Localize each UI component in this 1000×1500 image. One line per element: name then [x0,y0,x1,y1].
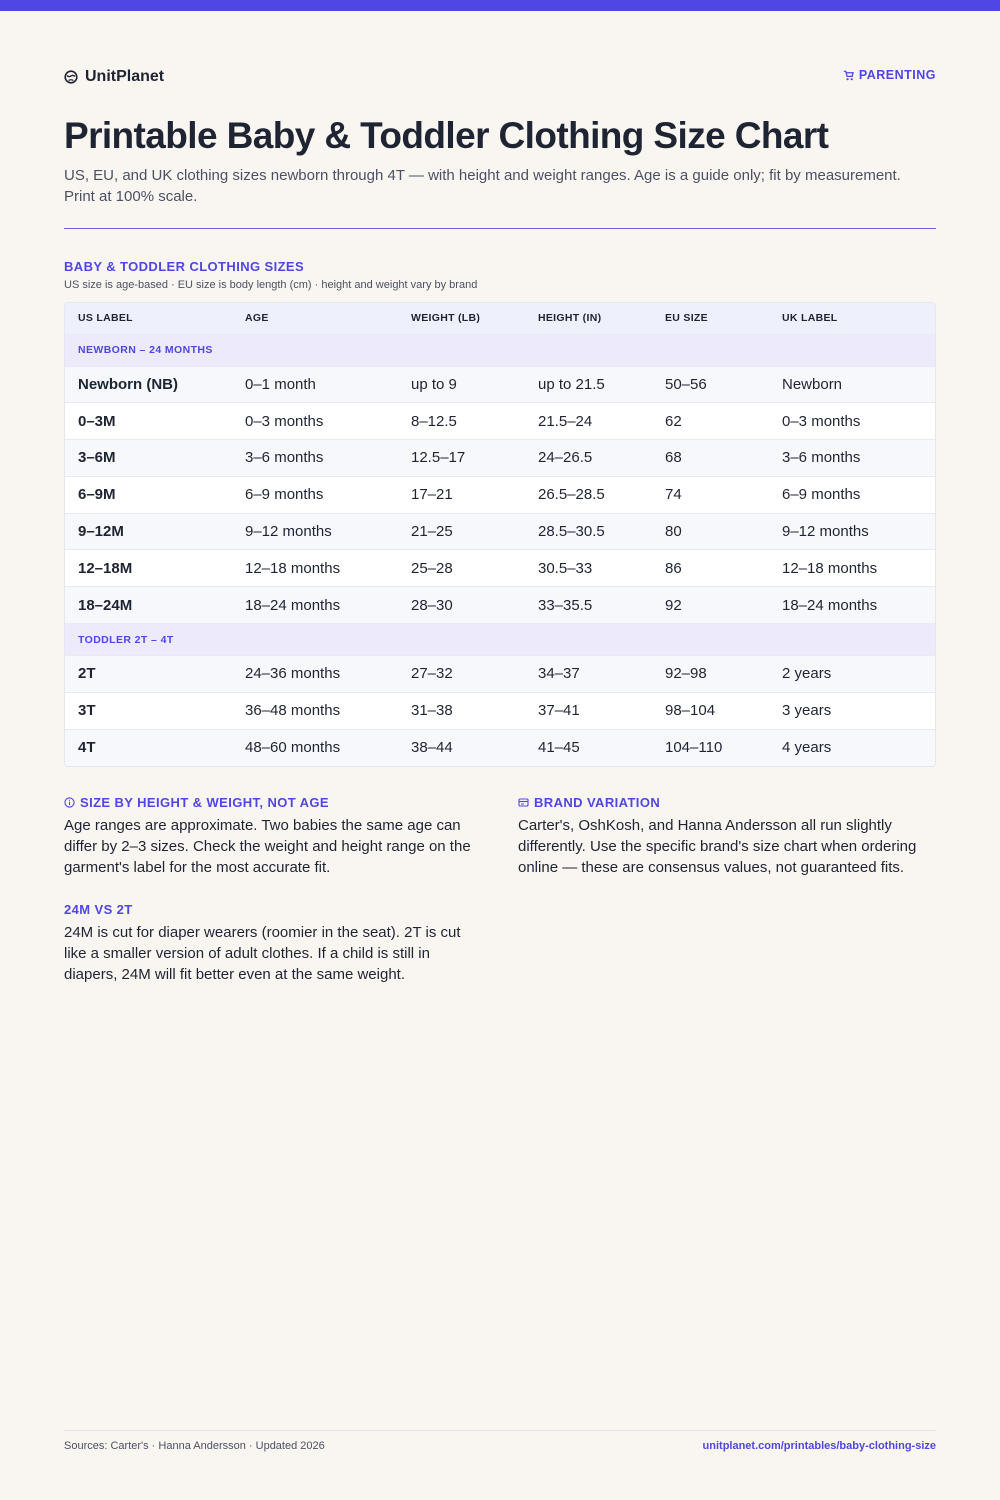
table-cell: 18–24 months [769,587,936,624]
column-header: EU SIZE [652,303,769,334]
table-cell: 68 [652,440,769,477]
column-header: UK LABEL [769,303,936,334]
stroller-icon [843,70,854,81]
notes-left [64,795,484,1009]
table-row [65,366,936,403]
table-cell: up to 9 [398,366,525,403]
note-body: Age ranges are approximate. Two babies the same age can differ by 2–3 sizes. Check the weight and height range on the garment's label for the most accurate fit. [64,817,471,876]
table-cell: 48–60 months [232,729,398,766]
table-cell: 28.5–30.5 [525,513,652,550]
table-cell: 92 [652,587,769,624]
brand-name: UnitPlanet [85,68,165,85]
table-cell: 0–3 months [769,403,936,440]
header [64,66,936,92]
group-label: NEWBORN – 24 MONTHS [65,334,936,366]
table-cell: 104–110 [652,729,769,766]
brand[interactable] [64,68,164,86]
table-cell: 62 [652,403,769,440]
size-label-cell: 4T [65,729,232,766]
size-label-cell: Newborn (NB) [65,366,232,403]
table-cell: 12–18 months [232,550,398,587]
table-row [65,550,936,587]
footer-sources: Sources: Carter's · Hanna Andersson · Updated 2026 [64,1440,325,1452]
column-header: HEIGHT (IN) [525,303,652,334]
table-cell: 6–9 months [769,476,936,513]
column-header: US LABEL [65,303,232,334]
column-header: WEIGHT (LB) [398,303,525,334]
table-cell: 0–1 month [232,366,398,403]
table-cell: 30.5–33 [525,550,652,587]
table-cell: 27–32 [398,656,525,693]
note-body: 24M is cut for diaper wearers (roomier in the seat). 2T is cut like a smaller version of adult clothes. If a child is still in diapers, 24M will fit better even at the same weight. [64,924,461,983]
table-row [65,692,936,729]
table-cell: up to 21.5 [525,366,652,403]
table-cell: 12.5–17 [398,440,525,477]
size-label-cell: 3T [65,692,232,729]
divider [64,228,936,229]
table-cell: 24–36 months [232,656,398,693]
table-row [65,403,936,440]
table-cell: 12–18 months [769,550,936,587]
group-label: TODDLER 2T – 4T [65,624,936,656]
table-cell: 8–12.5 [398,403,525,440]
table-row [65,513,936,550]
section-note: US size is age-based · EU size is body length (cm) · height and weight vary by brand [64,279,478,291]
tag-icon [518,797,529,808]
table-cell: 21–25 [398,513,525,550]
table-cell: Newborn [769,366,936,403]
table-cell: 50–56 [652,366,769,403]
table-cell: 86 [652,550,769,587]
table-cell: 24–26.5 [525,440,652,477]
table-group-row [65,624,936,656]
table-cell: 9–12 months [232,513,398,550]
size-label-cell: 2T [65,656,232,693]
category-tag[interactable] [843,68,936,82]
table-row [65,440,936,477]
table-cell: 21.5–24 [525,403,652,440]
table-cell: 34–37 [525,656,652,693]
table-cell: 31–38 [398,692,525,729]
table-group-row [65,334,936,366]
table-row [65,476,936,513]
table-cell: 74 [652,476,769,513]
note [518,795,938,878]
size-label-cell: 6–9M [65,476,232,513]
table-cell: 98–104 [652,692,769,729]
size-label-cell: 3–6M [65,440,232,477]
size-label-cell: 0–3M [65,403,232,440]
table-cell: 92–98 [652,656,769,693]
note [64,795,484,878]
table-row [65,656,936,693]
table-cell: 9–12 months [769,513,936,550]
footer-url[interactable]: unitplanet.com/printables/baby-clothing-size [702,1440,936,1452]
table-cell: 3–6 months [232,440,398,477]
table-cell: 25–28 [398,550,525,587]
page-title: Printable Baby & Toddler Clothing Size Chart [64,115,829,156]
table-header-row [65,303,936,334]
table-cell: 26.5–28.5 [525,476,652,513]
table-cell: 36–48 months [232,692,398,729]
table-cell: 37–41 [525,692,652,729]
page-subtitle: US, EU, and UK clothing sizes newborn through 4T — with height and weight ranges. Age is a guide only; fit by measurement. Print at 100% scale. [64,167,901,205]
table-cell: 17–21 [398,476,525,513]
note-title: 24M VS 2T [64,902,133,917]
info-icon [64,797,75,808]
footer-divider [64,1430,936,1431]
note [64,902,484,985]
note-title: BRAND VARIATION [534,795,661,810]
section-title: BABY & TODDLER CLOTHING SIZES [64,259,305,274]
size-label-cell: 12–18M [65,550,232,587]
table-cell: 28–30 [398,587,525,624]
table-row [65,587,936,624]
size-label-cell: 18–24M [65,587,232,624]
table-cell: 2 years [769,656,936,693]
table-cell: 33–35.5 [525,587,652,624]
note-body: Carter's, OshKosh, and Hanna Andersson all run slightly differently. Use the specific brand's size chart when ordering online — these are consensus values, not guaranteed fits. [518,817,917,876]
table-cell: 80 [652,513,769,550]
table-row [65,729,936,766]
table-cell: 4 years [769,729,936,766]
notes-right [518,795,938,902]
table-cell: 38–44 [398,729,525,766]
size-label-cell: 9–12M [65,513,232,550]
globe-icon [64,70,78,84]
size-table [64,302,936,767]
table-cell: 18–24 months [232,587,398,624]
category-label: PARENTING [858,68,936,82]
table-cell: 3–6 months [769,440,936,477]
top-accent-bar [0,0,1000,11]
table-cell: 3 years [769,692,936,729]
table-cell: 0–3 months [232,403,398,440]
table-cell: 6–9 months [232,476,398,513]
table-cell: 41–45 [525,729,652,766]
column-header: AGE [232,303,398,334]
note-title: SIZE BY HEIGHT & WEIGHT, NOT AGE [80,795,329,810]
